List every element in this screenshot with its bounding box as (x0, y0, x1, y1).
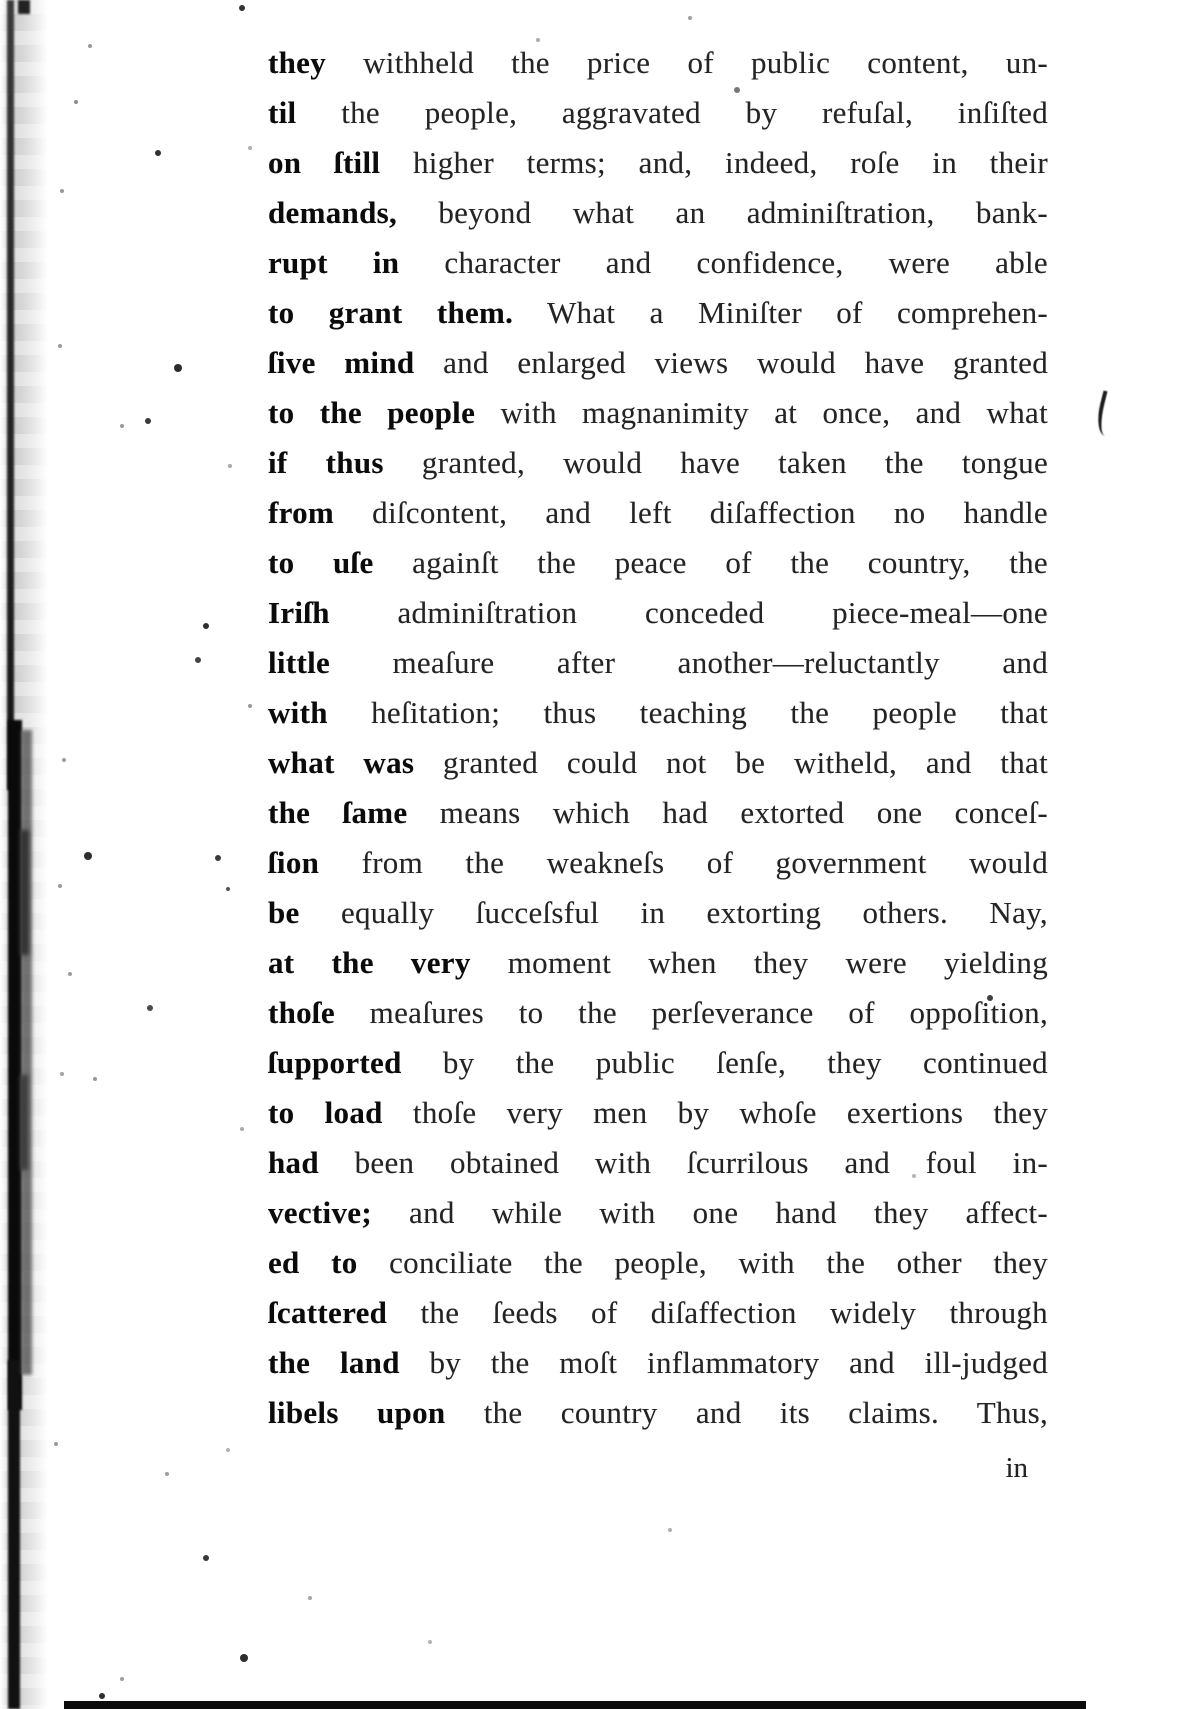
scan-dust-specks (0, 0, 4, 4)
stray-ink-mark (1093, 390, 1121, 437)
text-line: ſcattered the ſeeds of diſaffection widely through (268, 1295, 1048, 1330)
gutter-shadow-segment-top (7, 0, 14, 790)
text-line: what was granted could not be witheld, and that (268, 745, 1048, 780)
text-line: ſive mind and enlarged views would have granted (268, 345, 1049, 380)
gutter-shadow-gray-strip (21, 730, 32, 1375)
text-line: vective; and while with one hand they affect- (268, 1195, 1048, 1230)
text-line: the land by the moſt inflammatory and ill-judged (268, 1345, 1048, 1380)
gutter-shadow-blob (20, 830, 29, 955)
text-line: to uſe againſt the peace of the country, the (268, 545, 1048, 580)
text-line: ſupported by the public ſenſe, they continued (268, 1045, 1048, 1080)
scan-edge-bar (64, 1701, 1086, 1709)
text-line: if thus granted, would have taken the tongue (268, 445, 1048, 480)
gutter-shadow-segment-middle (8, 720, 22, 1410)
text-line: be equally ſucceſsful in extorting others. Nay, (268, 895, 1048, 930)
text-line: ed to conciliate the people, with the other they (268, 1245, 1048, 1280)
text-line: to load thoſe very men by whoſe exertions they (268, 1095, 1049, 1130)
text-line: ſion from the weakneſs of government would (268, 845, 1048, 880)
text-line: at the very moment when they were yielding (268, 945, 1048, 980)
catchword (268, 1448, 1028, 1488)
text-block (268, 38, 1048, 1438)
text-line: from diſcontent, and left diſaffection no handle (268, 495, 1048, 530)
text-line: to the people with magnanimity at once, and what (268, 395, 1048, 430)
text-line: demands, beyond what an adminiſtration, bank- (268, 195, 1048, 230)
catchword-text: in (1005, 1452, 1028, 1484)
text-line: til the people, aggravated by refuſal, inſiſted (268, 95, 1048, 130)
text-line: libels upon the country and its claims. Thus, (268, 1395, 1048, 1430)
text-line: had been obtained with ſcurrilous and foul in- (268, 1145, 1048, 1180)
gutter-shadow-top-nub (18, 0, 30, 14)
text-line: they withheld the price of public content, un- (268, 45, 1048, 80)
gutter-shadow-blob (20, 1075, 28, 1170)
text-line: rupt in character and confidence, were able (268, 245, 1048, 280)
text-line: to grant them. What a Miniſter of comprehen- (268, 295, 1048, 330)
text-line: Iriſh adminiſtration conceded piece-meal—one (268, 595, 1048, 630)
text-line: little meaſure after another—reluctantly and (268, 645, 1048, 680)
text-line: on ſtill higher terms; and, indeed, roſe in their (268, 145, 1048, 180)
text-line: thoſe meaſures to the perſeverance of oppoſition, (268, 995, 1048, 1030)
gutter-shadow-segment-bottom (8, 1360, 20, 1709)
text-line: the ſame means which had extorted one conceſ- (268, 795, 1048, 830)
text-line: with heſitation; thus teaching the people that (268, 695, 1048, 730)
